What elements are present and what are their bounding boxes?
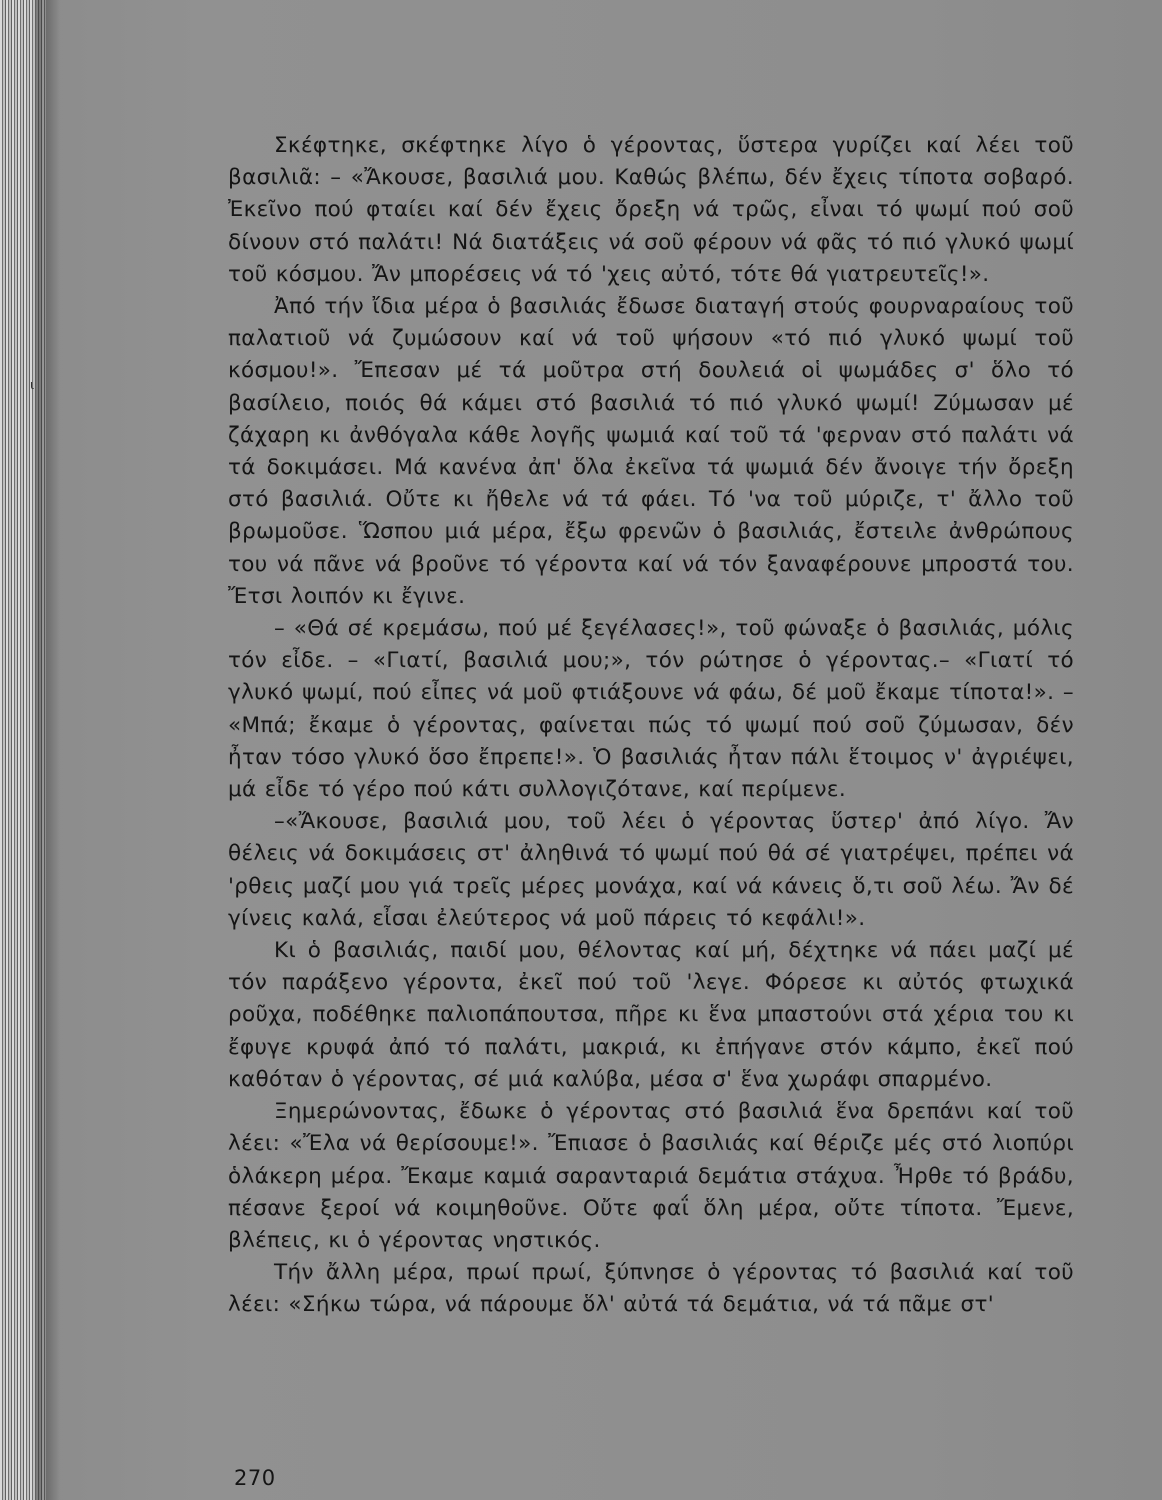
scan-speck: ι xyxy=(30,378,35,392)
paragraph: Ξημερώνοντας, ἔδωκε ὁ γέροντας στό βασιλιά ἕνα δρεπάνι καί τοῦ λέει: «Ἔλα νά θερίσουμε!». Ἔπιασε ὁ βασιλιάς καί θέριζε μές στό λιοπύρι ὁλάκερη μέρα. Ἔκαμε καμιά σαρανταριά δεμάτια στάχυα. Ἦρθε τό βράδυ, πέσανε ξεροί νά κοιμηθοῦνε. Οὔτε φαΐ ὅλη μέρα, οὔτε τίποτα. Ἔμενε, βλέπεις, κι ὁ γέροντας νηστικός. xyxy=(228,1099,1074,1253)
paragraph: Ἀπό τήν ἴδια μέρα ὁ βασιλιάς ἔδωσε διαταγή στούς φουρναραίους τοῦ παλατιοῦ νά ζυμώσουν καί νά τοῦ ψήσουν «τό πιό γλυκό ψωμί τοῦ κόσμου!». Ἔπεσαν μέ τά μοῦτρα στή δουλειά οἱ ψωμάδες σ' ὅλο τό βασίλειο, ποιός θά κάμει στό βασιλιά τό πιό γλυκό ψωμί! Ζύμωσαν μέ ζάχαρη κι ἀνθόγαλα κάθε λογῆς ψωμιά καί τοῦ τά 'φερναν στό παλάτι νά τά δοκιμάσει. Μά κανένα ἀπ' ὅλα ἐκεῖνα τά ψωμιά δέν ἄνοιγε τήν ὄρεξη στό βασιλιά. Οὔτε κι ἤθελε νά τά φάει. Τό 'να τοῦ μύριζε, τ' ἄλλο τοῦ βρωμοῦσε. Ὥσπου μιά μέρα, ἔξω φρενῶν ὁ βασιλιάς, ἔστειλε ἀνθρώπους του νά πᾶνε νά βροῦνε τό γέροντα καί νά τόν ξαναφέρουνε μπροστά του. Ἔτσι λοιπόν κι ἔγινε. xyxy=(228,294,1074,609)
body-text xyxy=(228,130,1074,1322)
paragraph: Κι ὁ βασιλιάς, παιδί μου, θέλοντας καί μή, δέχτηκε νά πάει μαζί μέ τόν παράξενο γέροντα, ἐκεῖ πού τοῦ 'λεγε. Φόρεσε κι αὐτός φτωχικά ροῦχα, ποδέθηκε παλιοπάπουτσα, πῆρε κι ἕνα μπαστούνι στά χέρια του κι ἔφυγε κρυφά ἀπό τό παλάτι, μακριά, κι ἐπήγανε στόν κάμπο, ἐκεῖ πού καθόταν ὁ γέροντας, σέ μιά καλύβα, μέσα σ' ἕνα χωράφι σπαρμένο. xyxy=(228,938,1074,1092)
binding-shadow xyxy=(36,0,60,1500)
page-number: 270 xyxy=(234,1466,276,1490)
paragraph: – «Θά σέ κρεμάσω, πού μέ ξεγέλασες!», τοῦ φώναξε ὁ βασιλιάς, μόλις τόν εἶδε. – «Γιατί, βασιλιά μου;», τόν ρώτησε ὁ γέροντας.– «Γιατί τό γλυκό ψωμί, πού εἶπες νά μοῦ φτιάξουνε νά φάω, δέ μοῦ ἔκαμε τίποτα!». – «Μπά; ἔκαμε ὁ γέροντας, φαίνεται πώς τό ψωμί πού σοῦ ζύμωσαν, δέν ἦταν τόσο γλυκό ὅσο ἔπρεπε!». Ὁ βασιλιάς ἦταν πάλι ἕτοιμος ν' ἀγριέψει, μά εἶδε τό γέρο πού κάτι συλλογιζότανε, καί περίμενε. xyxy=(228,616,1074,803)
paragraph: Σκέφτηκε, σκέφτηκε λίγο ὁ γέροντας, ὕστερα γυρίζει καί λέει τοῦ βασιλιᾶ: – «Ἄκουσε, βασιλιά μου. Καθώς βλέπω, δέν ἔχεις τίποτα σοβαρό. Ἐκεῖνο πού φταίει καί δέν ἔχεις ὄρεξη νά τρῶς, εἶναι τό ψωμί πού σοῦ δίνουν στό παλάτι! Νά διατάξεις νά σοῦ φέρουν νά φᾶς τό πιό γλυκό ψωμί τοῦ κόσμου. Ἄν μπορέσεις νά τό 'χεις αὐτό, τότε θά γιατρευτεῖς!». xyxy=(228,133,1074,287)
paragraph: –«Ἄκουσε, βασιλιά μου, τοῦ λέει ὁ γέροντας ὕστερ' ἀπό λίγο. Ἄν θέλεις νά δοκιμάσεις στ' ἀληθινά τό ψωμί πού θά σέ γιατρέψει, πρέπει νά 'ρθεις μαζί μου γιά τρεῖς μέρες μονάχα, καί νά κάνεις ὅ,τι σοῦ λέω. Ἄν δέ γίνεις καλά, εἶσαι ἐλεύτερος νά μοῦ πάρεις τό κεφάλι!». xyxy=(228,809,1074,931)
paragraph: Τήν ἄλλη μέρα, πρωί πρωί, ξύπνησε ὁ γέροντας τό βασιλιά καί τοῦ λέει: «Σήκω τώρα, νά πάρουμε ὅλ' αὐτά τά δεμάτια, νά τά πᾶμε στ' xyxy=(228,1260,1074,1318)
